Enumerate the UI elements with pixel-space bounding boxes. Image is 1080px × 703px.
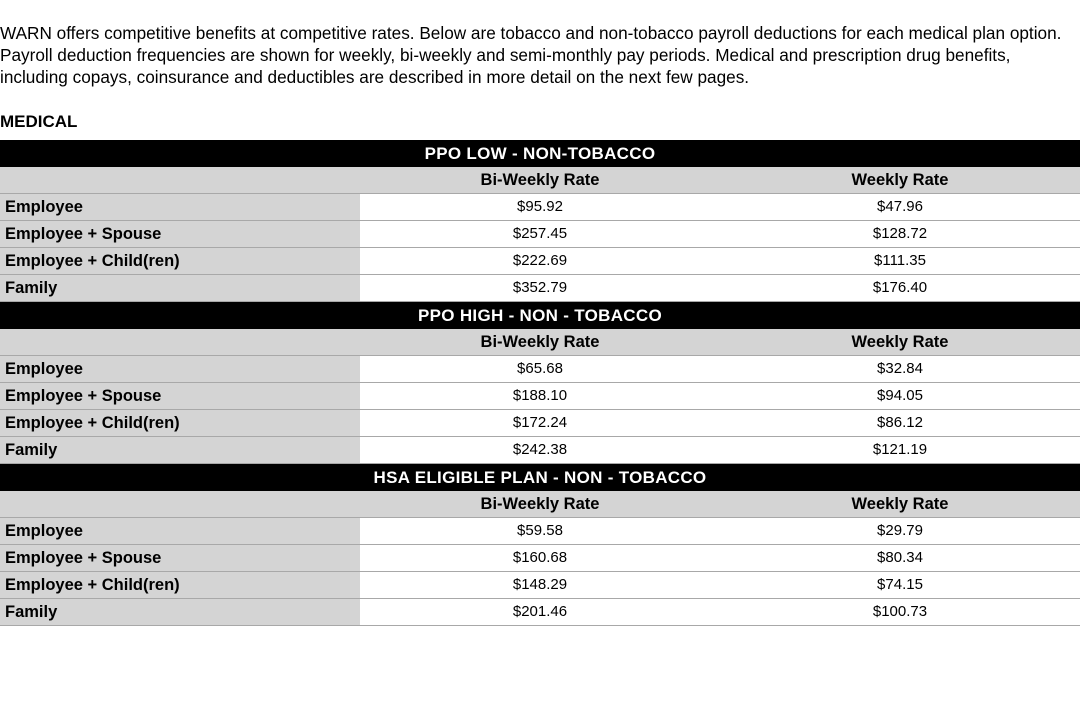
biweekly-rate: $257.45 <box>360 221 720 247</box>
intro-paragraph: WARN offers competitive benefits at competitive rates. Below are tobacco and non-tobacco payroll deductions for each medical plan option. Payroll deduction frequencies are shown for weekly, bi-weekly and semi-monthly pay periods. Medical and prescription drug benefits, including copays, coinsurance and deductibles are described in more detail on the next few pages. <box>0 23 1062 87</box>
biweekly-column-header: Bi-Weekly Rate <box>480 333 600 351</box>
weekly-rate: $100.73 <box>720 599 1080 625</box>
biweekly-rate: $242.38 <box>360 437 720 463</box>
column-header-row <box>0 329 1080 356</box>
table-row <box>0 248 1080 275</box>
biweekly-rate: $95.92 <box>360 194 720 220</box>
tier-column-header <box>0 491 360 517</box>
biweekly-rate: $160.68 <box>360 545 720 571</box>
biweekly-rate: $172.24 <box>360 410 720 436</box>
column-header-row <box>0 491 1080 518</box>
tier-label: Employee + Child(ren) <box>0 572 360 598</box>
tier-label: Employee + Child(ren) <box>0 248 360 274</box>
section-title: MEDICAL <box>0 112 78 131</box>
biweekly-rate: $65.68 <box>360 356 720 382</box>
weekly-rate: $111.35 <box>720 248 1080 274</box>
weekly-column-header: Weekly Rate <box>851 495 949 513</box>
tier-label: Employee + Spouse <box>0 383 360 409</box>
plan-header: PPO HIGH - NON - TOBACCO <box>0 302 1080 329</box>
table-row <box>0 275 1080 302</box>
plan-block <box>0 464 1080 626</box>
weekly-rate: $47.96 <box>720 194 1080 220</box>
table-row <box>0 437 1080 464</box>
weekly-rate: $86.12 <box>720 410 1080 436</box>
table-row <box>0 194 1080 221</box>
table-row <box>0 383 1080 410</box>
weekly-rate: $74.15 <box>720 572 1080 598</box>
plan-block <box>0 302 1080 464</box>
biweekly-rate: $201.46 <box>360 599 720 625</box>
biweekly-rate: $352.79 <box>360 275 720 301</box>
tier-label: Employee <box>0 356 360 382</box>
medical-rates-table <box>0 140 1080 626</box>
plan-header: HSA ELIGIBLE PLAN - NON - TOBACCO <box>0 464 1080 491</box>
tier-label: Employee + Spouse <box>0 221 360 247</box>
table-row <box>0 518 1080 545</box>
biweekly-column-header: Bi-Weekly Rate <box>480 495 600 513</box>
weekly-rate: $128.72 <box>720 221 1080 247</box>
tier-label: Employee <box>0 194 360 220</box>
tier-label: Employee <box>0 518 360 544</box>
tier-label: Family <box>0 275 360 301</box>
weekly-rate: $32.84 <box>720 356 1080 382</box>
tier-label: Family <box>0 599 360 625</box>
tier-label: Employee + Spouse <box>0 545 360 571</box>
table-row <box>0 410 1080 437</box>
column-header-row <box>0 167 1080 194</box>
weekly-rate: $29.79 <box>720 518 1080 544</box>
weekly-column-header: Weekly Rate <box>851 333 949 351</box>
tier-column-header <box>0 167 360 193</box>
table-row <box>0 599 1080 626</box>
biweekly-column-header: Bi-Weekly Rate <box>480 171 600 189</box>
biweekly-rate: $188.10 <box>360 383 720 409</box>
table-row <box>0 572 1080 599</box>
plan-header: PPO LOW - NON-TOBACCO <box>0 140 1080 167</box>
weekly-column-header: Weekly Rate <box>851 171 949 189</box>
biweekly-rate: $148.29 <box>360 572 720 598</box>
biweekly-rate: $222.69 <box>360 248 720 274</box>
table-row <box>0 356 1080 383</box>
table-row <box>0 545 1080 572</box>
weekly-rate: $176.40 <box>720 275 1080 301</box>
tier-label: Employee + Child(ren) <box>0 410 360 436</box>
weekly-rate: $94.05 <box>720 383 1080 409</box>
tier-label: Family <box>0 437 360 463</box>
weekly-rate: $80.34 <box>720 545 1080 571</box>
tier-column-header <box>0 329 360 355</box>
table-row <box>0 221 1080 248</box>
biweekly-rate: $59.58 <box>360 518 720 544</box>
plan-block <box>0 140 1080 302</box>
weekly-rate: $121.19 <box>720 437 1080 463</box>
